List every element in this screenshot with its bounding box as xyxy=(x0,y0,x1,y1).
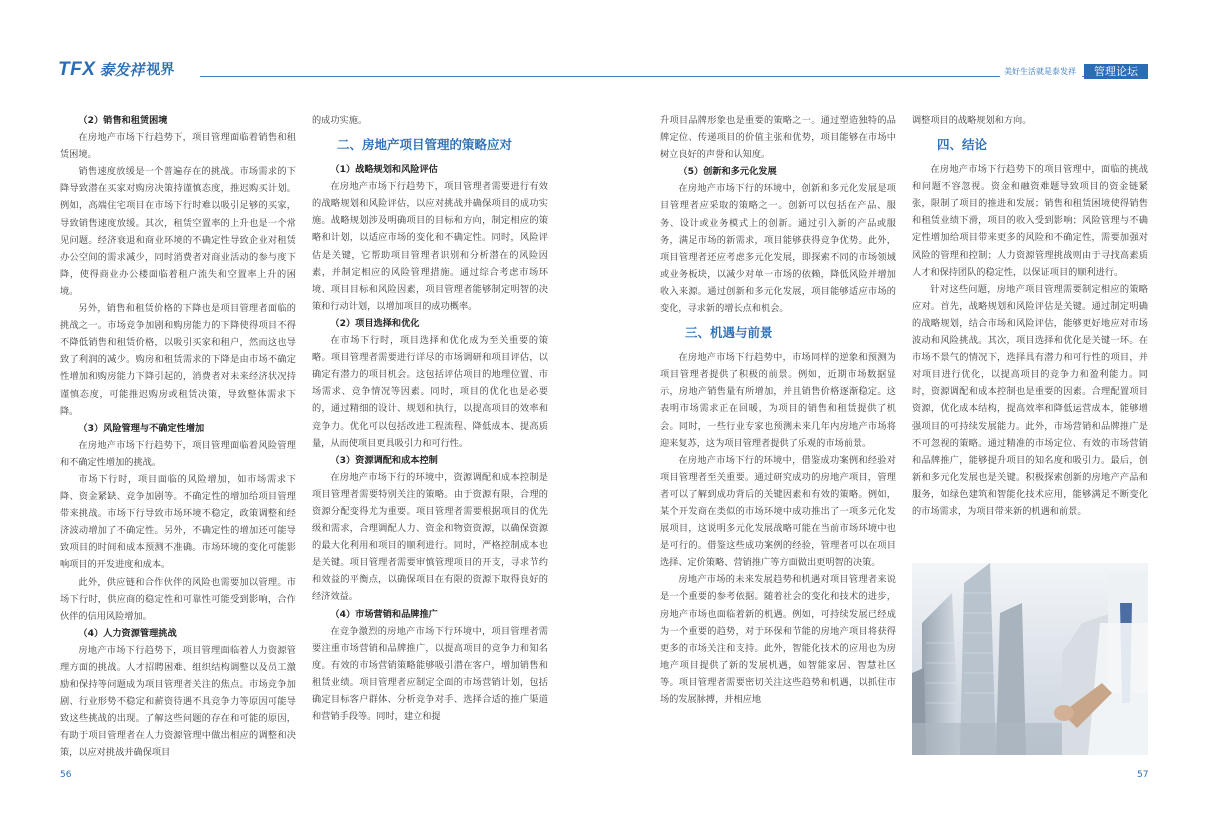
paragraph: 在房地产市场下行的环境中，借鉴成功案例和经验对项目管理者至关重要。通过研究成功的房地产项目，管理者可以了解到成功背后的关键因素和有效的策略。例如，某个开发商在类似的市场环境中成功推出了一项多元化发展项目，这说明多元化发展战略可能在当前市场环境中也是可行的。借鉴这些成功案例的经验，管理者可以在项目选择、定价策略、营销推广等方面做出更明智的决策。 xyxy=(660,454,896,569)
paragraph: 在房地产市场下行的环境中，创新和多元化发展是项目管理者应采取的策略之一。创新可以包括在产品、服务、设计或业务模式上的创新。通过引入新的产品或服务，满足市场的新需求，项目能够获得竞争优势。此外，项目管理者还应考虑多元化发展，即探索不同的市场领域或业务板块，以减少对单一市场的依赖，降低风险并增加收入来源。通过创新和多元化发展，项目能够适应市场的变化，寻求新的增长点和机会。 xyxy=(660,183,896,315)
subheading-risk: （3）风险管理与不确定性增加 xyxy=(78,422,205,434)
paragraph: 销售速度放缓是一个普遍存在的挑战。市场需求的下降导致潜在买家对购房决策持谨慎态度，推迟购买计划。例如，高端住宅项目在市场下行时难以吸引足够的买家，导致销售速度放缓。其次，租赁空置率的上升也是一个常见问题。经济衰退和商业环境的不确定性导致企业对租赁办公空间的需求减少，同时消费者对商业活动的参与度下降，使得商业办公楼面临着租户流失和空置率上升的困境。 xyxy=(60,166,296,297)
text-column-2 xyxy=(312,112,548,725)
paragraph: 在房地产市场下行趋势下，项目管理面临着风险管理和不确定性增加的挑战。 xyxy=(60,439,296,468)
page-number-right: 57 xyxy=(1137,770,1149,780)
section-heading-3: 三、机遇与前景 xyxy=(685,325,773,341)
magazine-logo xyxy=(58,60,174,80)
paragraph: 在房地产市场下行趋势中，市场同样的逆象和预测为项目管理者提供了积极的前景。例如，近期市场数据显示，房地产销售量有所增加，并且销售价格逐渐稳定。这表明市场需求正在回暖，为项目的销售和租赁提供了机会。同时，一些行业专家也预测未来几年内房地产市场将迎来复苏，这为项目管理者提供了乐观的市场前景。 xyxy=(660,352,896,449)
subheading: （3）资源调配和成本控制 xyxy=(330,454,438,466)
paragraph: 针对这些问题，房地产项目管理需要制定相应的策略应对。首先，战略规划和风险评估是关键。通过制定明确的战略规划，结合市场和风险评估，能够更好地应对市场波动和风险挑战。其次，项目选择和优化是关键一环。在市场不景气的情况下，选择具有潜力和可行性的项目，并对项目进行优化，以提高项目的竞争力和盈利能力。同时，资源调配和成本控制也是重要的因素。合理配置项目资源，优化成本结构，提高效率和降低运营成本，能够增强项目的可持续发展能力。此外，市场营销和品牌推广是不可忽视的策略。通过精准的市场定位、有效的市场营销和品牌推广，能够提升项目的知名度和吸引力。最后，创新和多元化发展也是关键。积极探索创新的房地产产品和服务，如绿色建筑和智能化技术应用，能够满足不断变化的市场需求，为项目带来新的机遇和前景。 xyxy=(912,283,1148,517)
section-heading-4: 四、结论 xyxy=(937,137,988,153)
paragraph: 升项目品牌形象也是重要的策略之一。通过塑造独特的品牌定位、传递项目的价值主张和优势，项目能够在市场中树立良好的声誉和认知度。 xyxy=(660,115,896,161)
paragraph: 房地产市场的未来发展趋势和机遇对项目管理者来说是一个重要的参考依据。随着社会的变化和技术的进步，房地产市场也面临着新的机遇。例如，可持续发展已经成为一个重要的趋势，对于环保和节能的房地产项目将获得更多的市场关注和支持。此外，智能化技术的应用也为房地产项目提供了新的发展机遇，如智能家居、智慧社区等。项目管理者需要密切关注这些趋势和机遇，以抓住市场的发展脉搏，并相应地 xyxy=(660,574,896,705)
logo-tfx: TFX xyxy=(58,59,96,80)
paragraph: 在房地产市场下行趋势下，项目管理者需要进行有效的战略规划和风险评估，以应对挑战并确保项目的成功实施。战略规划涉及明确项目的目标和方向，制定相应的策略和计划，以适应市场的变化和不确定性。同时，风险评估是关键，它帮助项目管理者识别和分析潜在的风险因素，并制定相应的风险管理措施。通过综合考虑市场环境、项目目标和风险因素，项目管理者能够制定明智的决策和行动计划，以增加项目的成功概率。 xyxy=(312,181,548,312)
paragraph: 在房地产市场下行的环境中，资源调配和成本控制是项目管理者需要特别关注的策略。由于资源有限，合理的资源分配变得尤为重要。项目管理者需要根据项目的优先级和需求，合理调配人力、资金和物资资源，以确保资源的最大化利用和项目的顺利进行。同时，严格控制成本也是关键。项目管理者需要审慎管理项目的开支，寻求节约和效益的平衡点，以确保项目在有限的资源下取得良好的经济效益。 xyxy=(312,471,548,603)
header-slogan: 美好生活就是泰发祥 xyxy=(1004,67,1076,76)
subheading-hr: （4）人力资源管理挑战 xyxy=(78,627,177,639)
paragraph: 的成功实施。 xyxy=(312,115,368,126)
paragraph: 调整项目的战略规划和方向。 xyxy=(912,115,1032,126)
paragraph: 在竞争激烈的房地产市场下行环境中，项目管理者需要注重市场营销和品牌推广，以提高项目的竞争力和知名度。有效的市场营销策略能够吸引潜在客户，增加销售和租赁业绩。项目管理者应制定全面的市场营销计划，包括确定目标客户群体、分析竞争对手、选择合适的推广渠道和营销手段等。同时，建立和提 xyxy=(312,625,548,723)
header-rule-left xyxy=(200,76,1000,77)
page-header xyxy=(0,0,1208,82)
paragraph: 在房地产市场下行趋势下的项目管理中，面临的挑战和问题不容忽视。资金和融资难题导致项目的资金链紧张，限制了项目的推进和发展；销售和租赁困境使得销售和租赁业绩下滑，项目的收入受到影响；风险管理与不确定性增加给项目带来更多的风险和不确定性，需要加强对风险的管理和控制；人力资源管理挑战则由于寻找高素质人才和保持团队的稳定性，以保证项目的顺利进行。 xyxy=(912,164,1148,278)
business-skyline-photo xyxy=(912,563,1148,755)
text-column-1 xyxy=(60,112,296,762)
text-column-4 xyxy=(912,112,1148,520)
paragraph: 此外，供应链和合作伙伴的风险也需要加以管理。市场下行时，供应商的稳定性和可靠性可能受到影响，合作伙伴的信用风险增加。 xyxy=(60,576,296,622)
subheading: （2）项目选择和优化 xyxy=(330,317,420,329)
skyline-photo-icon xyxy=(912,563,1148,755)
subheading: （4）市场营销和品牌推广 xyxy=(330,608,438,620)
section-heading-2: 二、房地产项目管理的策略应对 xyxy=(337,137,513,153)
section-tag: 管理论坛 xyxy=(1084,64,1148,79)
paragraph: 房地产市场下行趋势下，项目管理面临着人力资源管理方面的挑战。人才招聘困难、组织结构调整以及员工激励和保持等问题成为项目管理者关注的焦点。市场竞争加剧、行业形势不稳定和薪资待遇不具竞争力等原因可能导致这些挑战的出现。了解这些问题的存在和可能的原因，有助于项目管理者在人力资源管理中做出相应的调整和决策，以应对挑战并确保项目 xyxy=(60,644,296,759)
subheading: （5）创新和多元化发展 xyxy=(678,166,777,178)
subheading-sales: （2）销售和租赁困境 xyxy=(78,115,168,126)
paragraph: 另外，销售和租赁价格的下降也是项目管理者面临的挑战之一。市场竞争加剧和购房能力的下降使得项目不得不降低销售和租赁价格，以吸引买家和租户，然而这也导致了利润的减少。购房和租赁需求的下降是由市场不确定性增加和购房能力下降引起的，消费者对未来经济状况持谨慎态度，可能推迟购房或租赁决策，导致整体需求下降。 xyxy=(60,303,296,417)
paragraph: 在市场下行时，项目选择和优化成为至关重要的策略。项目管理者需要进行详尽的市场调研和项目评估，以确定有潜力的项目机会。这包括评估项目的地理位置、市场需求、竞争情况等因素。同时，项目的优化也是必要的，通过精细的设计、规划和执行，以提高项目的效率和竞争力。优化可以包括改进工程流程、降低成本、提高质量，从而使项目更具吸引力和可行性。 xyxy=(312,335,548,449)
paragraph: 在房地产市场下行趋势下，项目管理面临着销售和租赁困境。 xyxy=(60,132,296,161)
subheading: （1）战略规划和风险评估 xyxy=(330,164,438,176)
page-number-left: 56 xyxy=(60,770,72,780)
text-column-3 xyxy=(660,112,896,708)
logo-view: 视界 xyxy=(146,62,175,78)
paragraph: 市场下行时，项目面临的风险增加，如市场需求下降、资金紧缺、竞争加剧等。不确定性的增加给项目管理带来挑战。市场下行导致市场环境不稳定，政策调整和经济波动增加了不确定性。另外，不确定性的增加还可能导致项目的时间和成本预测不准确。市场环境的变化可能影响项目的开发进度和成本。 xyxy=(60,473,296,571)
logo-brand: 泰发祥 xyxy=(99,61,145,79)
